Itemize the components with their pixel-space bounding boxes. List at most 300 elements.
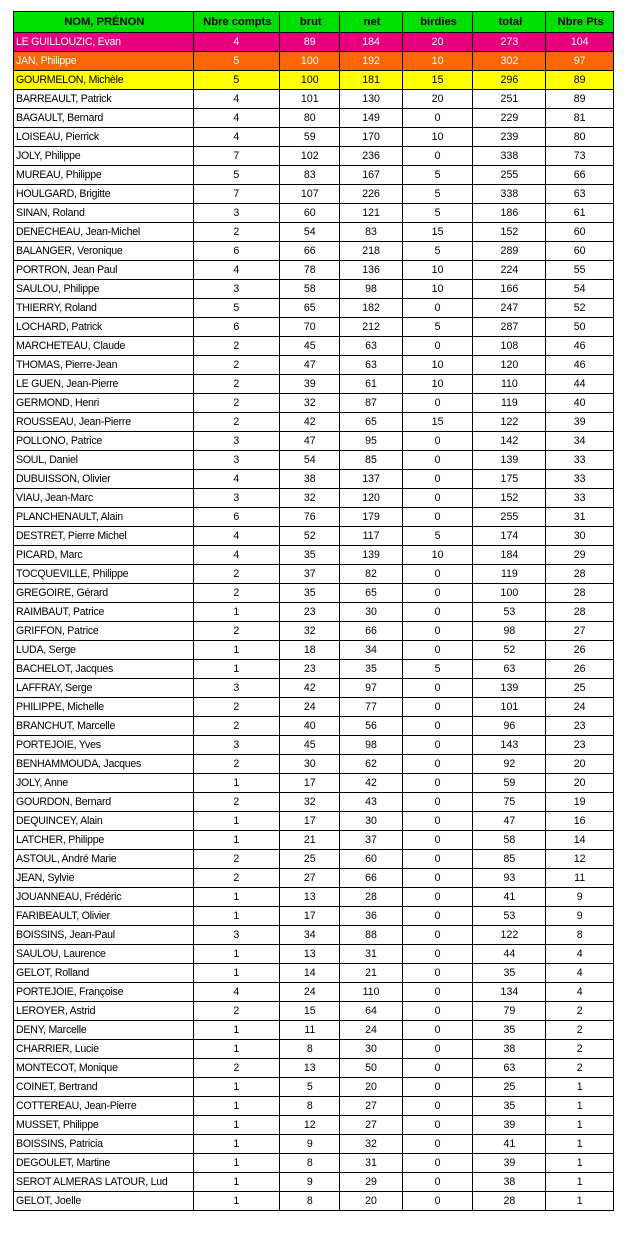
birdies-score: 0: [402, 926, 473, 945]
points: 16: [546, 812, 614, 831]
brut-score: 107: [280, 185, 340, 204]
competitions-count: 1: [193, 1040, 280, 1059]
total-score: 75: [473, 793, 546, 812]
net-score: 43: [340, 793, 402, 812]
birdies-score: 0: [402, 831, 473, 850]
brut-score: 35: [280, 546, 340, 565]
brut-score: 89: [280, 33, 340, 52]
table-row: [14, 679, 614, 698]
total-score: 251: [473, 90, 546, 109]
net-score: 31: [340, 1154, 402, 1173]
total-score: 39: [473, 1116, 546, 1135]
competitions-count: 1: [193, 812, 280, 831]
total-score: 110: [473, 375, 546, 394]
birdies-score: 0: [402, 299, 473, 318]
net-score: 50: [340, 1059, 402, 1078]
header-net: net: [340, 12, 402, 33]
birdies-score: 0: [402, 679, 473, 698]
total-score: 63: [473, 660, 546, 679]
competitions-count: 4: [193, 983, 280, 1002]
table-row: [14, 1040, 614, 1059]
net-score: 24: [340, 1021, 402, 1040]
competitions-count: 1: [193, 907, 280, 926]
table-row: [14, 1059, 614, 1078]
competitions-count: 4: [193, 470, 280, 489]
total-score: 338: [473, 185, 546, 204]
points: 40: [546, 394, 614, 413]
table-row: [14, 1192, 614, 1211]
brut-score: 17: [280, 774, 340, 793]
birdies-score: 0: [402, 1021, 473, 1040]
table-row: [14, 204, 614, 223]
points: 104: [546, 33, 614, 52]
birdies-score: 20: [402, 33, 473, 52]
table-row: [14, 1116, 614, 1135]
total-score: 53: [473, 603, 546, 622]
points: 23: [546, 717, 614, 736]
points: 1: [546, 1192, 614, 1211]
competitions-count: 1: [193, 774, 280, 793]
table-row: [14, 185, 614, 204]
birdies-score: 0: [402, 945, 473, 964]
competitions-count: 4: [193, 33, 280, 52]
brut-score: 32: [280, 793, 340, 812]
birdies-score: 0: [402, 1097, 473, 1116]
net-score: 137: [340, 470, 402, 489]
net-score: 110: [340, 983, 402, 1002]
table-row: [14, 793, 614, 812]
net-score: 66: [340, 622, 402, 641]
birdies-score: 5: [402, 204, 473, 223]
net-score: 65: [340, 413, 402, 432]
table-row: [14, 451, 614, 470]
table-row: [14, 33, 614, 52]
birdies-score: 0: [402, 850, 473, 869]
net-score: 184: [340, 33, 402, 52]
net-score: 56: [340, 717, 402, 736]
table-row: [14, 166, 614, 185]
competitions-count: 1: [193, 1192, 280, 1211]
brut-score: 8: [280, 1040, 340, 1059]
birdies-score: 0: [402, 622, 473, 641]
birdies-score: 0: [402, 793, 473, 812]
birdies-score: 5: [402, 166, 473, 185]
brut-score: 52: [280, 527, 340, 546]
net-score: 37: [340, 831, 402, 850]
points: 60: [546, 223, 614, 242]
birdies-score: 0: [402, 812, 473, 831]
total-score: 100: [473, 584, 546, 603]
player-name: LATCHER, Philippe: [14, 831, 194, 850]
competitions-count: 1: [193, 964, 280, 983]
table-row: [14, 337, 614, 356]
points: 1: [546, 1173, 614, 1192]
competitions-count: 5: [193, 166, 280, 185]
competitions-count: 2: [193, 565, 280, 584]
total-score: 143: [473, 736, 546, 755]
net-score: 77: [340, 698, 402, 717]
net-score: 117: [340, 527, 402, 546]
player-name: POLLONO, Patrice: [14, 432, 194, 451]
competitions-count: 5: [193, 52, 280, 71]
net-score: 97: [340, 679, 402, 698]
table-row: [14, 831, 614, 850]
brut-score: 32: [280, 489, 340, 508]
total-score: 41: [473, 888, 546, 907]
total-score: 98: [473, 622, 546, 641]
birdies-score: 0: [402, 337, 473, 356]
player-name: LUDA, Serge: [14, 641, 194, 660]
player-name: BACHELOT, Jacques: [14, 660, 194, 679]
brut-score: 47: [280, 432, 340, 451]
competitions-count: 3: [193, 280, 280, 299]
table-row: [14, 546, 614, 565]
table-row: [14, 584, 614, 603]
birdies-score: 0: [402, 584, 473, 603]
table-row: [14, 774, 614, 793]
brut-score: 45: [280, 337, 340, 356]
total-score: 52: [473, 641, 546, 660]
competitions-count: 2: [193, 1059, 280, 1078]
table-row: [14, 109, 614, 128]
birdies-score: 0: [402, 888, 473, 907]
net-score: 136: [340, 261, 402, 280]
player-name: BAGAULT, Bernard: [14, 109, 194, 128]
brut-score: 100: [280, 71, 340, 90]
competitions-count: 1: [193, 1116, 280, 1135]
player-name: GERMOND, Henri: [14, 394, 194, 413]
net-score: 36: [340, 907, 402, 926]
competitions-count: 3: [193, 736, 280, 755]
total-score: 166: [473, 280, 546, 299]
birdies-score: 5: [402, 318, 473, 337]
competitions-count: 7: [193, 185, 280, 204]
header-points: Nbre Pts: [546, 12, 614, 33]
birdies-score: 0: [402, 1116, 473, 1135]
total-score: 93: [473, 869, 546, 888]
total-score: 184: [473, 546, 546, 565]
net-score: 30: [340, 812, 402, 831]
player-name: GELOT, Rolland: [14, 964, 194, 983]
total-score: 92: [473, 755, 546, 774]
player-name: PICARD, Marc: [14, 546, 194, 565]
brut-score: 76: [280, 508, 340, 527]
points: 4: [546, 964, 614, 983]
points: 19: [546, 793, 614, 812]
brut-score: 12: [280, 1116, 340, 1135]
net-score: 226: [340, 185, 402, 204]
birdies-score: 0: [402, 717, 473, 736]
points: 24: [546, 698, 614, 717]
player-name: BOISSINS, Patricia: [14, 1135, 194, 1154]
net-score: 65: [340, 584, 402, 603]
net-score: 61: [340, 375, 402, 394]
table-row: [14, 603, 614, 622]
table-row: [14, 280, 614, 299]
brut-score: 80: [280, 109, 340, 128]
total-score: 273: [473, 33, 546, 52]
net-score: 63: [340, 356, 402, 375]
birdies-score: 5: [402, 185, 473, 204]
brut-score: 102: [280, 147, 340, 166]
points: 50: [546, 318, 614, 337]
net-score: 121: [340, 204, 402, 223]
net-score: 170: [340, 128, 402, 147]
net-score: 167: [340, 166, 402, 185]
total-score: 63: [473, 1059, 546, 1078]
competitions-count: 2: [193, 1002, 280, 1021]
competitions-count: 3: [193, 926, 280, 945]
brut-score: 17: [280, 907, 340, 926]
competitions-count: 1: [193, 1021, 280, 1040]
player-name: PLANCHENAULT, Alain: [14, 508, 194, 527]
table-row: [14, 356, 614, 375]
net-score: 34: [340, 641, 402, 660]
total-score: 152: [473, 489, 546, 508]
points: 28: [546, 565, 614, 584]
player-name: SAULOU, Philippe: [14, 280, 194, 299]
competitions-count: 3: [193, 679, 280, 698]
net-score: 82: [340, 565, 402, 584]
points: 9: [546, 888, 614, 907]
competitions-count: 3: [193, 432, 280, 451]
competitions-count: 6: [193, 242, 280, 261]
points: 52: [546, 299, 614, 318]
birdies-score: 15: [402, 71, 473, 90]
header-brut: brut: [280, 12, 340, 33]
player-name: BRANCHUT, Marcelle: [14, 717, 194, 736]
net-score: 85: [340, 451, 402, 470]
points: 33: [546, 451, 614, 470]
table-row: [14, 1135, 614, 1154]
table-row: [14, 470, 614, 489]
net-score: 218: [340, 242, 402, 261]
table-row: [14, 508, 614, 527]
points: 2: [546, 1021, 614, 1040]
birdies-score: 0: [402, 1059, 473, 1078]
player-name: MUSSET, Philippe: [14, 1116, 194, 1135]
player-name: LE GUEN, Jean-Pierre: [14, 375, 194, 394]
table-row: [14, 242, 614, 261]
table-row: [14, 907, 614, 926]
competitions-count: 4: [193, 109, 280, 128]
brut-score: 54: [280, 451, 340, 470]
table-row: [14, 850, 614, 869]
competitions-count: 1: [193, 641, 280, 660]
brut-score: 8: [280, 1154, 340, 1173]
brut-score: 37: [280, 565, 340, 584]
birdies-score: 0: [402, 470, 473, 489]
points: 33: [546, 489, 614, 508]
points: 66: [546, 166, 614, 185]
birdies-score: 0: [402, 109, 473, 128]
total-score: 38: [473, 1040, 546, 1059]
competitions-count: 2: [193, 337, 280, 356]
player-name: LOISEAU, Pierrick: [14, 128, 194, 147]
brut-score: 30: [280, 755, 340, 774]
net-score: 182: [340, 299, 402, 318]
player-name: BOISSINS, Jean-Paul: [14, 926, 194, 945]
net-score: 212: [340, 318, 402, 337]
net-score: 236: [340, 147, 402, 166]
total-score: 296: [473, 71, 546, 90]
header-competitions: Nbre compts: [193, 12, 280, 33]
table-row: [14, 147, 614, 166]
net-score: 98: [340, 736, 402, 755]
brut-score: 100: [280, 52, 340, 71]
points: 4: [546, 945, 614, 964]
header-total: total: [473, 12, 546, 33]
player-name: MARCHETEAU, Claude: [14, 337, 194, 356]
competitions-count: 4: [193, 261, 280, 280]
player-name: PHILIPPE, Michelle: [14, 698, 194, 717]
total-score: 152: [473, 223, 546, 242]
table-row: [14, 888, 614, 907]
total-score: 41: [473, 1135, 546, 1154]
player-name: LEROYER, Astrid: [14, 1002, 194, 1021]
birdies-score: 0: [402, 489, 473, 508]
net-score: 32: [340, 1135, 402, 1154]
points: 55: [546, 261, 614, 280]
total-score: 139: [473, 679, 546, 698]
table-row: [14, 71, 614, 90]
birdies-score: 0: [402, 1135, 473, 1154]
table-row: [14, 128, 614, 147]
birdies-score: 0: [402, 147, 473, 166]
brut-score: 32: [280, 622, 340, 641]
player-name: MUREAU, Philippe: [14, 166, 194, 185]
total-score: 44: [473, 945, 546, 964]
ranking-table: [13, 11, 614, 1211]
total-score: 255: [473, 508, 546, 527]
competitions-count: 3: [193, 204, 280, 223]
brut-score: 38: [280, 470, 340, 489]
total-score: 122: [473, 413, 546, 432]
brut-score: 78: [280, 261, 340, 280]
birdies-score: 0: [402, 508, 473, 527]
birdies-score: 0: [402, 698, 473, 717]
brut-score: 9: [280, 1135, 340, 1154]
net-score: 30: [340, 603, 402, 622]
player-name: DENECHEAU, Jean-Michel: [14, 223, 194, 242]
player-name: DEQUINCEY, Alain: [14, 812, 194, 831]
player-name: MONTECOT, Monique: [14, 1059, 194, 1078]
player-name: SOUL, Daniel: [14, 451, 194, 470]
player-name: GRIFFON, Patrice: [14, 622, 194, 641]
net-score: 95: [340, 432, 402, 451]
table-row: [14, 812, 614, 831]
competitions-count: 4: [193, 527, 280, 546]
total-score: 35: [473, 1021, 546, 1040]
brut-score: 23: [280, 603, 340, 622]
net-score: 20: [340, 1078, 402, 1097]
points: 8: [546, 926, 614, 945]
competitions-count: 4: [193, 128, 280, 147]
brut-score: 24: [280, 698, 340, 717]
brut-score: 8: [280, 1192, 340, 1211]
points: 39: [546, 413, 614, 432]
birdies-score: 5: [402, 527, 473, 546]
net-score: 31: [340, 945, 402, 964]
total-score: 53: [473, 907, 546, 926]
birdies-score: 0: [402, 1192, 473, 1211]
total-score: 174: [473, 527, 546, 546]
total-score: 247: [473, 299, 546, 318]
player-name: VIAU, Jean-Marc: [14, 489, 194, 508]
table-row: [14, 527, 614, 546]
points: 73: [546, 147, 614, 166]
net-score: 192: [340, 52, 402, 71]
player-name: RAIMBAUT, Patrice: [14, 603, 194, 622]
points: 61: [546, 204, 614, 223]
table-row: [14, 964, 614, 983]
brut-score: 83: [280, 166, 340, 185]
net-score: 120: [340, 489, 402, 508]
brut-score: 5: [280, 1078, 340, 1097]
total-score: 85: [473, 850, 546, 869]
total-score: 229: [473, 109, 546, 128]
player-name: GREGOIRE, Gérard: [14, 584, 194, 603]
competitions-count: 2: [193, 755, 280, 774]
net-score: 27: [340, 1097, 402, 1116]
total-score: 101: [473, 698, 546, 717]
birdies-score: 10: [402, 128, 473, 147]
brut-score: 24: [280, 983, 340, 1002]
birdies-score: 0: [402, 1002, 473, 1021]
points: 1: [546, 1116, 614, 1135]
table-row: [14, 736, 614, 755]
player-name: GELOT, Joelle: [14, 1192, 194, 1211]
birdies-score: 0: [402, 1040, 473, 1059]
player-name: DEGOULET, Martine: [14, 1154, 194, 1173]
points: 31: [546, 508, 614, 527]
points: 1: [546, 1135, 614, 1154]
table-row: [14, 1078, 614, 1097]
points: 20: [546, 774, 614, 793]
points: 25: [546, 679, 614, 698]
total-score: 302: [473, 52, 546, 71]
brut-score: 32: [280, 394, 340, 413]
header-birdies: birdies: [402, 12, 473, 33]
table-row: [14, 90, 614, 109]
competitions-count: 2: [193, 356, 280, 375]
total-score: 39: [473, 1154, 546, 1173]
brut-score: 66: [280, 242, 340, 261]
birdies-score: 10: [402, 280, 473, 299]
table-row: [14, 318, 614, 337]
total-score: 119: [473, 565, 546, 584]
competitions-count: 2: [193, 375, 280, 394]
player-name: SINAN, Roland: [14, 204, 194, 223]
table-row: [14, 622, 614, 641]
birdies-score: 0: [402, 394, 473, 413]
brut-score: 23: [280, 660, 340, 679]
table-row: [14, 698, 614, 717]
points: 44: [546, 375, 614, 394]
total-score: 139: [473, 451, 546, 470]
player-name: JAN, Philippe: [14, 52, 194, 71]
net-score: 64: [340, 1002, 402, 1021]
competitions-count: 5: [193, 299, 280, 318]
birdies-score: 0: [402, 432, 473, 451]
competitions-count: 3: [193, 451, 280, 470]
birdies-score: 0: [402, 869, 473, 888]
brut-score: 13: [280, 888, 340, 907]
net-score: 87: [340, 394, 402, 413]
player-name: PORTEJOIE, Yves: [14, 736, 194, 755]
competitions-count: 3: [193, 489, 280, 508]
birdies-score: 5: [402, 242, 473, 261]
